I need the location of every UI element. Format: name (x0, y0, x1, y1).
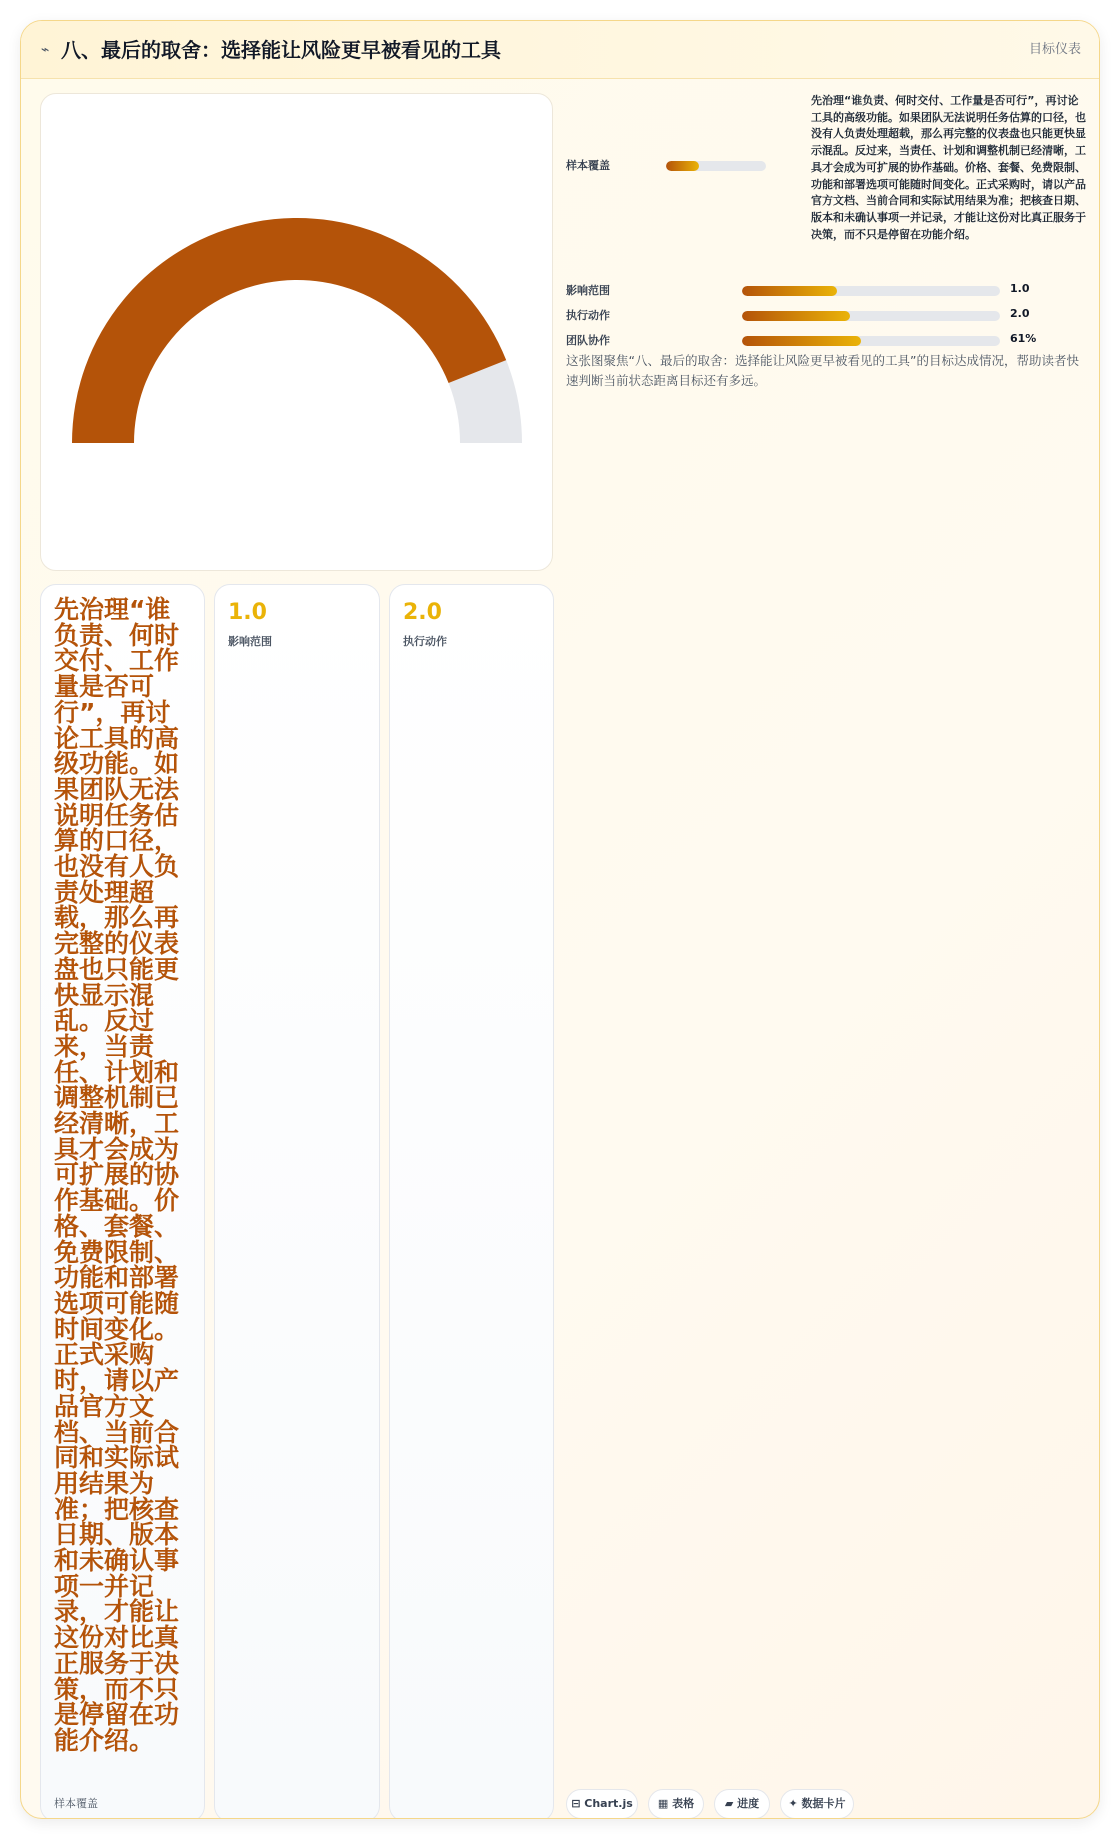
gauge-panel (40, 93, 553, 571)
metric-card (389, 584, 554, 1819)
metric-card (214, 584, 380, 1819)
metric-label: 样本覆盖 (566, 159, 610, 172)
text-card-body: 先治理“谁负责、何时交付、工作量是否可行”，再讨论工具的高级功能。如果团队无法说明任务估算的口径，也没有人负责处理超载，那么再完整的仪表盘也只能更快显示混乱。反过来，当责任、计划和调整机制已经清晰，工具才会成为可扩展的协作基础。价格、套餐、免费限制、功能和部署选项可能随时间变化。正式采购时，请以产品官方文档、当前合同和实际试用结果为准；把核查日期、版本和未确认事项一并记录，才能让这份对比真正服务于决策，而不只是停留在功能介绍。 (54, 595, 180, 1755)
metric-track (742, 286, 1000, 296)
metric-label: 影响范围 (566, 284, 610, 297)
dashboard-card (20, 20, 1100, 1819)
metric-track (742, 336, 1000, 346)
line-chart-icon: ⌁ (41, 42, 50, 58)
note-text: 先治理“谁负责、何时交付、工作量是否可行”，再讨论工具的高级功能。如果团队无法说明任务估算的口径，也没有人负责处理超载，那么再完整的仪表盘也只能更快显示混乱。反过来，当责任、计划和调整机制已经清晰，工具才会成为可扩展的协作基础。价格、套餐、免费限制、功能和部署选项可能随时间变化。正式采购时，请以产品官方文档、当前合同和实际试用结果为准；把核查日期、版本和未确认事项一并记录，才能让这份对比真正服务于决策，而不只是停留在功能介绍。 (811, 94, 1086, 241)
metric-fill (742, 311, 850, 321)
metric-row-top (566, 93, 1086, 263)
metric-card-value: 2.0 (403, 600, 442, 625)
metric-track (666, 161, 766, 171)
chip-data-card[interactable]: ✦ 数据卡片 (780, 1789, 854, 1819)
metric-card-label: 影响范围 (228, 635, 272, 648)
chip-table[interactable]: ▦ 表格 (648, 1789, 704, 1819)
metric-card-label: 执行动作 (403, 635, 447, 648)
metric-label: 团队协作 (566, 334, 610, 347)
page-title: 八、最后的取舍：选择能让风险更早被看见的工具 (61, 38, 501, 62)
metric-value: 1.0 (1010, 282, 1030, 295)
metric-fill (742, 286, 837, 296)
gauge-value-arc (72, 218, 506, 443)
metric-label: 执行动作 (566, 309, 610, 322)
chip-chartjs[interactable]: ⊟ Chart.js (566, 1789, 638, 1819)
text-card-caption: 样本覆盖 (54, 1797, 98, 1810)
metric-card-value: 1.0 (228, 600, 267, 625)
chart-type-tag: 目标仪表 (1028, 42, 1081, 57)
gauge-chart (41, 94, 552, 570)
metric-fill (666, 161, 699, 171)
card-header (21, 21, 1099, 79)
text-card (40, 584, 205, 1819)
chart-summary: 这张图聚焦“八、最后的取舍：选择能让风险更早被看见的工具”的目标达成情况，帮助读者快速判断当前状态距离目标还有多远。 (566, 353, 1079, 388)
metric-value: 61% (1010, 332, 1037, 345)
metric-track (742, 311, 1000, 321)
chip-progress[interactable]: ▰ 进度 (714, 1789, 770, 1819)
metric-fill (742, 336, 861, 346)
metric-value: 2.0 (1010, 307, 1030, 320)
